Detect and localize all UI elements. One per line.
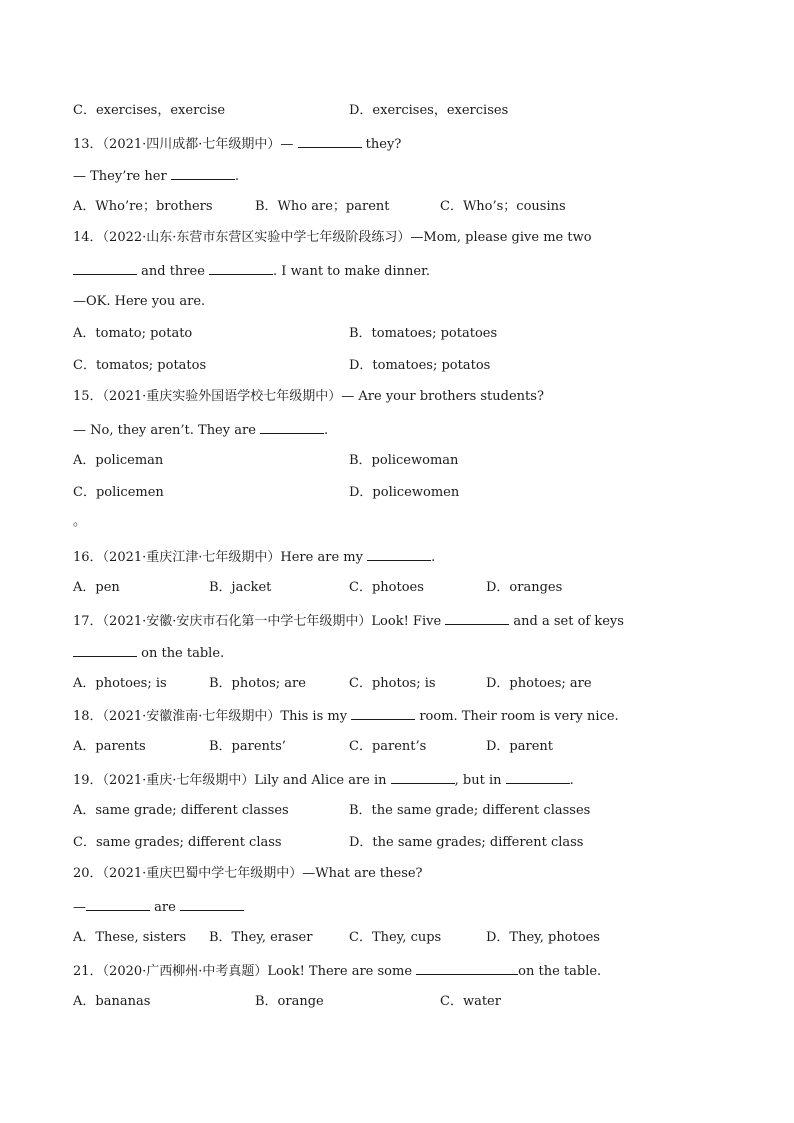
q15-stem-line2: — No, they aren’t. They are . xyxy=(73,423,329,438)
q19-option-d[interactable]: D．the same grades; different class xyxy=(349,835,584,850)
q13-stem-line2: — They’re her . xyxy=(73,169,239,184)
q18-option-c[interactable]: C．parent’s xyxy=(349,739,427,754)
q14-stem: 14．（2022·山东·东营市东营区实验中学七年级阶段练习）—Mom, please give me two xyxy=(73,230,592,245)
q21-option-b[interactable]: B．orange xyxy=(255,994,324,1009)
q16-option-d[interactable]: D．oranges xyxy=(486,580,563,595)
q16-options xyxy=(73,580,773,596)
q19-options-cd xyxy=(73,835,773,851)
q15-blank[interactable] xyxy=(260,421,324,434)
stray-period: 。 xyxy=(73,514,87,529)
q14-option-d[interactable]: D．tomatoes; potatos xyxy=(349,358,491,373)
q17-option-b[interactable]: B．photos; are xyxy=(209,676,306,691)
q20-option-c[interactable]: C．They, cups xyxy=(349,930,442,945)
q21-option-a[interactable]: A．bananas xyxy=(73,994,151,1009)
q15-options-cd xyxy=(73,485,773,501)
q12-option-c: C．exercises，exercise xyxy=(73,103,226,118)
q17-options xyxy=(73,676,773,692)
q18-option-d[interactable]: D．parent xyxy=(486,739,553,754)
q17-stem-line2: on the table. xyxy=(73,644,224,662)
q16-option-a[interactable]: A．pen xyxy=(73,580,120,595)
q18-option-b[interactable]: B．parents’ xyxy=(209,739,286,754)
q15-option-c[interactable]: C．policemen xyxy=(73,485,164,500)
q18-stem: 18．（2021·安徽淮南·七年级期中）This is my room. Their room is very nice. xyxy=(73,709,619,724)
q19-option-a[interactable]: A．same grade; different classes xyxy=(73,803,289,818)
q13-options xyxy=(73,199,773,215)
q14-options-cd xyxy=(73,358,773,374)
q21-stem: 21．（2020·广西柳州·中考真题）Look! There are some on the table. xyxy=(73,964,602,979)
q20-option-d[interactable]: D．They, photoes xyxy=(486,930,600,945)
q15-option-a[interactable]: A．policeman xyxy=(73,453,164,468)
q18-source: （2021·安徽淮南·七年级期中） xyxy=(102,709,281,724)
q14-stem-line3: —OK. Here you are. xyxy=(73,294,206,309)
q14-option-b[interactable]: B．tomatoes; potatoes xyxy=(349,326,498,341)
q19-option-c[interactable]: C．same grades; different class xyxy=(73,835,282,850)
q19-options-ab xyxy=(73,803,773,819)
q14-blank-2[interactable] xyxy=(209,262,273,275)
q14-source: （2022·山东·东营市东营区实验中学七年级阶段练习） xyxy=(102,230,411,245)
q13-blank-2[interactable] xyxy=(171,167,235,180)
q13-option-b[interactable]: B．Who are；parent xyxy=(255,199,390,214)
q15-source: （2021·重庆实验外国语学校七年级期中） xyxy=(102,389,342,404)
q20-option-b[interactable]: B．They, eraser xyxy=(209,930,313,945)
q20-stem: 20．（2021·重庆巴蜀中学七年级期中）—What are these? xyxy=(73,866,423,881)
q19-source: （2021·重庆·七年级期中） xyxy=(102,773,255,788)
q18-options xyxy=(73,739,773,755)
q16-option-c[interactable]: C．photoes xyxy=(349,580,424,595)
q19-blank-2[interactable] xyxy=(506,771,570,784)
q17-source: （2021·安徽·安庆市石化第一中学七年级期中） xyxy=(102,614,372,629)
q21-option-c[interactable]: C．water xyxy=(440,994,501,1009)
q13-option-a[interactable]: A．Who’re；brothers xyxy=(73,199,213,214)
q17-blank-2[interactable] xyxy=(73,644,137,657)
q19-option-b[interactable]: B．the same grade; different classes xyxy=(349,803,591,818)
q19-stem: 19．（2021·重庆·七年级期中）Lily and Alice are in , but in . xyxy=(73,773,574,788)
q17-blank-1[interactable] xyxy=(445,612,509,625)
q15-option-b[interactable]: B．policewoman xyxy=(349,453,459,468)
q19-blank-1[interactable] xyxy=(391,771,455,784)
q13-stem: 13．（2021·四川成都·七年级期中）— they? xyxy=(73,137,402,152)
q20-option-a[interactable]: A．These, sisters xyxy=(73,930,187,945)
q14-options-ab xyxy=(73,326,773,342)
q12-option-d: D．exercises，exercises xyxy=(349,103,509,118)
q12-options-cd xyxy=(73,103,773,119)
q17-option-a[interactable]: A．photoes; is xyxy=(73,676,167,691)
q20-stem-line2: — are xyxy=(73,898,244,916)
q15-stem: 15．（2021·重庆实验外国语学校七年级期中）— Are your brothers students? xyxy=(73,389,544,404)
q17-option-d[interactable]: D．photoes; are xyxy=(486,676,592,691)
q16-source: （2021·重庆江津·七年级期中） xyxy=(102,550,281,565)
q18-option-a[interactable]: A．parents xyxy=(73,739,146,754)
q20-blank-1[interactable] xyxy=(86,898,150,911)
q16-stem: 16．（2021·重庆江津·七年级期中）Here are my . xyxy=(73,550,436,565)
q20-blank-2[interactable] xyxy=(180,898,244,911)
q14-option-c[interactable]: C．tomatos; potatos xyxy=(73,358,207,373)
q13-blank-1[interactable] xyxy=(298,135,362,148)
q15-option-d[interactable]: D．policewomen xyxy=(349,485,460,500)
q15-options-ab xyxy=(73,453,773,469)
q21-options xyxy=(73,994,773,1010)
q13-source: （2021·四川成都·七年级期中） xyxy=(102,137,281,152)
q21-blank[interactable] xyxy=(416,962,518,975)
q17-stem: 17．（2021·安徽·安庆市石化第一中学七年级期中）Look! Five and a set of keys xyxy=(73,614,624,629)
q16-blank[interactable] xyxy=(367,548,431,561)
q20-options xyxy=(73,930,773,946)
q17-option-c[interactable]: C．photos; is xyxy=(349,676,436,691)
q14-option-a[interactable]: A．tomato; potato xyxy=(73,326,193,341)
q21-source: （2020·广西柳州·中考真题） xyxy=(102,964,268,979)
q14-stem-line2: and three . I want to make dinner. xyxy=(73,262,430,280)
q13-option-c[interactable]: C．Who’s；cousins xyxy=(440,199,566,214)
q16-option-b[interactable]: B．jacket xyxy=(209,580,272,595)
q14-blank-1[interactable] xyxy=(73,262,137,275)
q18-blank[interactable] xyxy=(351,707,415,720)
q20-source: （2021·重庆巴蜀中学七年级期中） xyxy=(102,866,303,881)
